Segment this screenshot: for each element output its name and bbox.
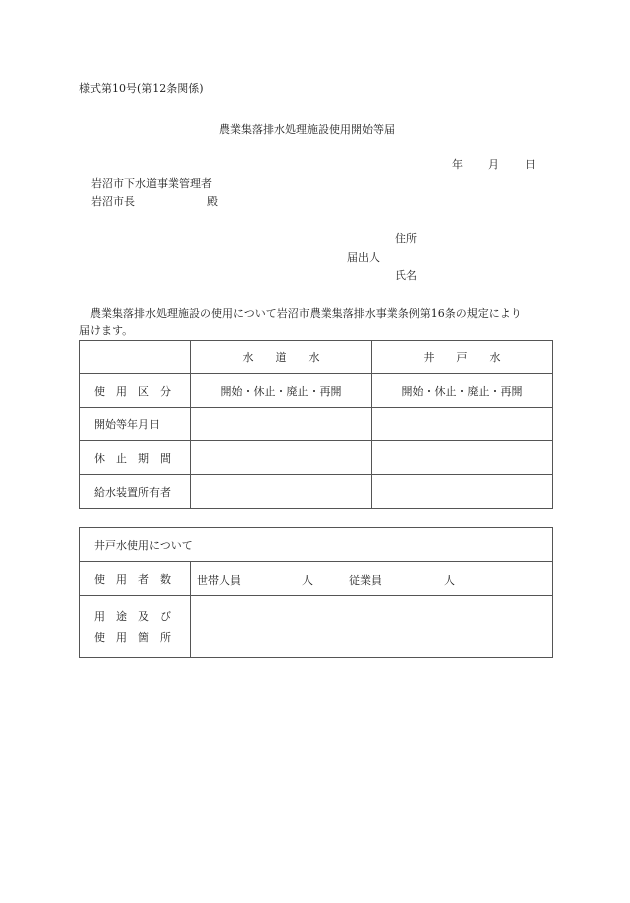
household-unit: 人 (302, 574, 313, 587)
row-label-start-date: 開始等年月日 (80, 408, 191, 441)
employee-unit: 人 (444, 574, 455, 587)
table-row-usage (80, 374, 553, 408)
body-text-line2: 届けます。 (79, 324, 134, 337)
suspend-tap-water-field[interactable] (191, 441, 372, 475)
purpose-field[interactable] (191, 596, 553, 658)
suspend-well-water-field[interactable] (372, 441, 553, 475)
table-row-owner (80, 475, 553, 509)
body-text-line1: 農業集落排水処理施設の使用について岩沼市農業集落排水事業条例第16条の規定により (90, 307, 522, 320)
row-label-purpose-line1: 用 途 及 び (94, 609, 171, 623)
row-label-suspend: 休 止 期 間 (80, 441, 191, 475)
date-month: 月 (488, 158, 499, 171)
address-label: 住所 (395, 232, 417, 245)
owner-well-water-field[interactable] (372, 475, 553, 509)
date-day: 日 (525, 158, 536, 171)
start-date-well-water-field[interactable] (372, 408, 553, 441)
applicant-role-label: 届出人 (347, 251, 380, 264)
form-title: 農業集落排水処理施設使用開始等届 (219, 123, 395, 136)
row-label-purpose-line2: 使 用 箇 所 (94, 630, 171, 644)
row-label-owner: 給水装置所有者 (80, 475, 191, 509)
name-label: 氏名 (395, 269, 417, 282)
form-number: 様式第10号(第12条関係) (79, 82, 204, 95)
table-header-row (80, 341, 553, 374)
household-label: 世帯人員 (197, 574, 241, 587)
start-date-tap-water-field[interactable] (191, 408, 372, 441)
row-label-usage: 使 用 区 分 (80, 374, 191, 408)
table-corner-cell (80, 341, 191, 374)
row-label-purpose (80, 596, 191, 658)
row-label-users: 使 用 者 数 (80, 562, 191, 596)
col-header-well-water: 井 戸 水 (372, 341, 553, 374)
owner-tap-water-field[interactable] (191, 475, 372, 509)
recipient-honorific: 殿 (207, 195, 218, 208)
users-cell[interactable] (191, 562, 553, 596)
table-row-start-date (80, 408, 553, 441)
well-table-header: 井戸水使用について (80, 528, 553, 562)
recipient-line2: 岩沼市長 (91, 195, 135, 208)
recipient-line1: 岩沼市下水道事業管理者 (91, 177, 212, 190)
col-header-tap-water: 水 道 水 (191, 341, 372, 374)
well-table-row-users (80, 562, 553, 596)
well-table-header-row (80, 528, 553, 562)
well-water-table (79, 527, 553, 658)
usage-options-well-water[interactable]: 開始・休止・廃止・再開 (372, 374, 553, 408)
well-table-row-purpose (80, 596, 553, 658)
date-year: 年 (452, 158, 463, 171)
employee-label: 従業員 (349, 574, 382, 587)
usage-options-tap-water[interactable]: 開始・休止・廃止・再開 (191, 374, 372, 408)
water-usage-table (79, 340, 553, 509)
table-row-suspend (80, 441, 553, 475)
